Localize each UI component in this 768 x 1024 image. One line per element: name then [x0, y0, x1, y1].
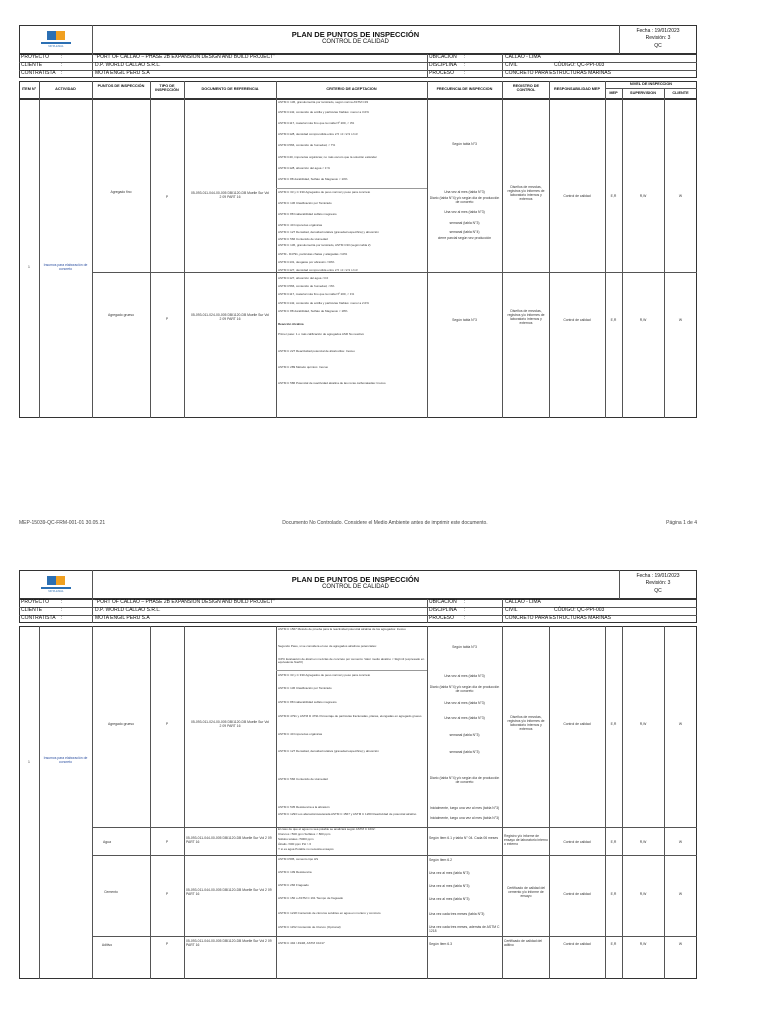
contratista-colon: :	[61, 70, 63, 76]
responsabilidad: Control de calidad	[563, 722, 591, 726]
nivel-mep: E,R	[610, 892, 617, 896]
disciplina-label: DISCIPLINA	[429, 607, 457, 613]
col-responsabilidad: RESPONSABILIDAD MEP	[554, 87, 600, 91]
contratista-value: MOTA ENGIL PERU S.A	[95, 615, 150, 621]
footer-page: Página 1 de 4	[666, 520, 697, 526]
frecuencia-1: Una vez al mes (tabla N°3)	[444, 190, 485, 194]
punto-inspeccion: Agregado grueso	[107, 722, 134, 726]
criterio-0: ASTM C 136, granulometría por tamizado, ASTM C33 (según tabla 2)	[278, 243, 371, 247]
frecuencia-8: Inicialmente, luego una vez al mes (tabla N°3)	[429, 806, 500, 810]
col-frecuencia: FRECUENCIA DE INSPECCION	[436, 87, 493, 91]
criterio-1: ASTM C 109 Resistencia	[278, 870, 312, 874]
revision: Revisión: 3	[645, 35, 671, 41]
proyecto-colon: :	[61, 54, 63, 60]
frecuencia-5: semanal (tabla N°4)	[449, 230, 480, 234]
criterio-2: ASTM C131, desgaste por abrasión <30%	[278, 260, 335, 264]
nivel-mep: E,R	[610, 318, 617, 322]
fecha: Fecha : 19/01/2023	[636, 28, 680, 34]
punto-inspeccion: Agregado grueso	[107, 313, 134, 317]
page-1	[19, 25, 697, 445]
criterio-3: Álcalis <600 ppm PH > 6	[278, 842, 312, 846]
criterio-5: ASTM C 1152 Contenido de Cloruro (Opcional)	[278, 925, 341, 929]
col-tipo: TIPO DE INSPECCIÓN	[155, 84, 179, 93]
criterio-10: Primer paso: 1 o más calificación de agregados ASR No reactivo	[278, 332, 365, 336]
criterio-9: ASTM C 566 Contenido de Humedad	[278, 777, 328, 781]
criterio-8: ASTM C 127 Densidad, densidad relativa (gravedad específica) y absorción	[278, 749, 379, 753]
nivel-supervision: R,W	[639, 722, 647, 726]
codigo: CÓDIGO: QC-PPI-003	[554, 607, 605, 613]
frecuencia-0: Según Item 6.1 y tabla N° 04. Cada 06 meses	[429, 836, 499, 840]
responsabilidad: Control de calidad	[563, 194, 591, 198]
criterio-13: ASTM C 566 Contenido de Humedad	[278, 237, 328, 241]
nivel-supervision: R,W	[639, 194, 647, 198]
tipo-inspeccion: P	[165, 722, 169, 726]
item-number: 1	[28, 760, 30, 764]
criterio-8: ASTM C 33 y C 330 Agregados de peso normal y peso para concreto	[278, 190, 371, 194]
criterio-3: ASTM C128, densidad comprendida entre 2.5 <d <2.9 t /m3	[278, 132, 358, 136]
criterio-0: ASTM C 494 / 494M, ASTM C1017	[278, 941, 325, 945]
criterio-7: ASTM C142, contenido de arcilla y partículas friables: menor a 2.0%	[278, 301, 369, 305]
ubicacion-label: UBICACION	[429, 54, 457, 60]
criterio-8: ASTM C 88 durabilidad, Sulfato de Magnesio < 18%	[278, 309, 348, 313]
page-title: PLAN DE PUNTOS DE INSPECCIÓN	[291, 575, 420, 584]
proceso-label: PROCESO	[429, 70, 455, 76]
frecuencia-7: Diario (tabla N°4) y/o según día de producción de concreto	[429, 776, 500, 784]
ubicacion-colon: :	[464, 54, 466, 60]
frecuencia-1: Una vez al mes (tabla N°3)	[429, 871, 470, 875]
contratista-value: MOTA ENGIL PERU S.A	[95, 70, 150, 76]
nivel-cliente: W	[678, 892, 683, 896]
frecuencia-5: semanal (tabla N°3)	[449, 733, 480, 737]
ubicacion-colon: :	[464, 599, 466, 605]
criterio-2: ASTM C 266 Fraguado	[278, 883, 309, 887]
contratista-label: CONTRATISTA	[21, 615, 56, 621]
frecuencia-5: Una vez cada tres meses, además de ASTM C 1218	[429, 925, 500, 933]
proceso-value: CONCRETO PARA ESTRUCTURAS MARINAS	[505, 615, 611, 621]
criterio-11: ASTM C 40 Impurezas orgánicas	[278, 223, 323, 227]
responsabilidad: Control de calidad	[563, 942, 591, 946]
criterio-0: ASTM C 1567 Método de prueba para la reactividad potencial alcalina de los agregados: Inocuo	[278, 627, 406, 631]
tipo-inspeccion: P	[165, 195, 169, 199]
criterio-6: ASTM D 4791 y ASTM D 4791 Porcentaje de partículas fracturadas, planas, elongadas en agregado grueso	[278, 714, 422, 718]
proyecto-value: "PORT OF CALLAO – PHASE 2B EXPANSION DESIGN AND BUILD PROJECT"	[95, 599, 275, 605]
item-number: 1	[28, 265, 30, 269]
criterio-0: ASTM C595, cemento tipo HS	[278, 857, 319, 861]
criterio-3: ASTM C 33 y C 330 Agregados de peso normal y peso para concreto	[278, 673, 371, 677]
fecha: Fecha : 19/01/2023	[636, 573, 680, 579]
footer-left: MEP-15039-QC-FRM-001-01 30.05.21	[19, 520, 106, 526]
disciplina-colon: :	[464, 62, 466, 68]
criterio-5: ASTM C566, contenido de humedad, <3%	[278, 284, 335, 288]
criterio-12: ASTM C 127 Densidad, densidad relativa (gravedad específica) y absorción	[278, 230, 379, 234]
proceso-value: CONCRETO PARA ESTRUCTURAS MARINAS	[505, 70, 611, 76]
logo-text: MOTA-ENGIL	[48, 45, 64, 48]
cliente-colon: :	[61, 607, 63, 613]
tipo-inspeccion: P	[165, 317, 169, 321]
registro-control: Diseños de mezclas, registros y/o informes de laboratorio internos y externos	[507, 715, 545, 731]
tipo-inspeccion: P	[165, 892, 169, 896]
documento-referencia: 05-093-011-044-00-005 DBI1120-DB Muelle Sur Vol 2 09 PART 16	[186, 836, 272, 844]
contratista-label: CONTRATISTA	[21, 70, 56, 76]
documento-referencia: 05-093-011-024-00-005 DBI1120-DB Muelle Sur Vol 2 09 PART 16	[190, 313, 270, 321]
criterio-3: ASTM C 150 o ASTM C 191 Tiempo de fraguado	[278, 896, 344, 900]
disciplina-value: CIVIL	[505, 607, 518, 613]
footer-center: Documento No Controlado. Considere el Medio Ambiente antes de imprimir este documento.	[282, 520, 488, 526]
nivel-supervision: R,W	[639, 318, 647, 322]
criterio-5: ASTM C40, impurezas orgánicas; no más oscuro que la solución estándar	[278, 155, 377, 159]
criterio-2: ASTM C117, material más fino que la malla Nº 200, < 3%	[278, 121, 355, 125]
col-documento: DOCUMENTO DE REFERENCIA	[201, 87, 259, 91]
col-supervision: SUPERVISION	[630, 91, 656, 95]
qc-label: QC	[654, 43, 662, 49]
criterio-10: ASTM C 535 Resistencia a la abrasión	[278, 805, 330, 809]
frecuencia-2: Una vez al mes (tabla N°3)	[429, 884, 470, 888]
cliente-value: D.P. WORLD CALLAO S.R.L.	[95, 607, 161, 613]
nivel-cliente: W	[678, 194, 683, 198]
punto-inspeccion: Agua	[103, 840, 111, 844]
frecuencia-0: Según tabla N°3	[452, 318, 477, 322]
criterio-7: ASTM C 40 Impurezas orgánicas	[278, 732, 323, 736]
nivel-cliente: W	[678, 722, 683, 726]
actividad-name: Insumos para elaboración de concreto	[43, 263, 88, 271]
frecuencia-0: Según tabla N°3	[452, 645, 477, 649]
responsabilidad: Control de calidad	[563, 318, 591, 322]
nivel-mep: E,R	[610, 942, 617, 946]
criterio-9: ASTM C 136 Clasificación por Tamizado	[278, 201, 332, 205]
registro-control: Registro y/o informe de ensayo de laboratorio interno o externo	[504, 834, 548, 846]
criterio-10: ASTM C 88 Inalterabilidad sulfato magnesio	[278, 212, 337, 216]
documento-referencia: 05-093-011-044-00-005 DBI1120-DB Muelle Sur Vol 2 09 PART 16	[186, 939, 272, 947]
criterio-4: ASTM C127, absorción del agua <3.0	[278, 276, 329, 280]
nivel-cliente: W	[678, 840, 683, 844]
nivel-mep: E,R	[610, 840, 617, 844]
documento-referencia: 05-093-011-044-00-005 DBI1120-DB Muelle Sur Vol 2 09 PART 16	[190, 191, 270, 199]
frecuencia-4: Una vez cada tres meses (tabla N°3)	[429, 912, 485, 916]
criterio-9: Reacción Alcalina	[278, 322, 304, 326]
proyecto-colon: :	[61, 599, 63, 605]
frecuencia-0: Según Item 6.3	[429, 942, 452, 946]
nivel-cliente: W	[678, 942, 683, 946]
frecuencia-2: Diario (tabla N°4) y/o según día de producción de concreto	[429, 685, 500, 693]
punto-inspeccion: Agregado fino	[110, 190, 132, 194]
col-nivel: NIVEL DE INSPECCION	[629, 82, 673, 86]
registro-control: Certificado de calidad del aditivo	[504, 939, 543, 947]
criterio-6: ASTM C117, material más fino que la malla Nº 200, < 1%	[278, 292, 355, 296]
registro-control: Diseños de mezclas, registros y/o informes de laboratorio internos y externos	[507, 185, 545, 201]
registro-control: Certificado de calidad del cemento y/o informe de ensayo	[506, 886, 546, 898]
frecuencia-9: Inicialmente, luego una vez al mes (tabla N°3)	[429, 816, 500, 820]
col-actividad: ACTIVIDAD	[55, 87, 76, 91]
criterio-0: El caso de que el agua no sea potable se analizará según ASTM C 1602:	[278, 827, 376, 831]
page-2	[19, 570, 697, 980]
page-title: PLAN DE PUNTOS DE INSPECCIÓN	[291, 30, 420, 39]
frecuencia-3: Una vez al mes (tabla N°3)	[429, 897, 470, 901]
criterio-11: ASTM C 227 Reactividad potencial de álcali-sílice: Inocuo	[278, 349, 355, 353]
responsabilidad: Control de calidad	[563, 892, 591, 896]
frecuencia-6: semanal (tabla N°3)	[449, 750, 480, 754]
nivel-supervision: R,W	[639, 942, 647, 946]
criterio-1: Segundo Paso, si se considera el uso de agregados alcalinos potenciales:	[278, 644, 377, 648]
tipo-inspeccion: P	[165, 942, 169, 946]
tipo-inspeccion: P	[165, 840, 169, 844]
documento-referencia: 05-093-011-044-00-005 DBI1120-DB Muelle Sur Vol 2 09 PART 16	[186, 888, 272, 896]
criterio-1: Cloruros <500 ppm Sulfatos < 800 ppm	[278, 832, 331, 836]
frecuencia-4: semanal (tabla N°3)	[449, 221, 480, 225]
responsabilidad: Control de calidad	[563, 840, 591, 844]
proceso-colon: :	[464, 70, 466, 76]
criterio-5: ASTM C 88 Inalterabilidad sulfato magnesio	[278, 700, 337, 704]
ubicacion-label: UBICACION	[429, 599, 457, 605]
frecuencia-0: Según Item 6.2	[429, 858, 452, 862]
criterio-12: ASTM C 289 Método químico: Inocuo	[278, 365, 329, 369]
col-registro: REGISTRO DE CONTROL	[512, 84, 540, 93]
disciplina-value: CIVIL	[505, 62, 518, 68]
proyecto-label: PROYECTO	[21, 599, 49, 605]
criterio-1: ASTM - D4791, partículas chatas y alargadas <10%	[278, 252, 348, 256]
col-cliente: CLIENTE	[672, 91, 689, 95]
frecuencia-6: cierre parcial según vez producción	[437, 236, 492, 240]
cliente-label: CLIENTE	[21, 62, 43, 68]
cliente-label: CLIENTE	[21, 607, 43, 613]
criterio-2: Sólidos totales <5000 ppm	[278, 837, 314, 841]
page-subtitle: CONTROL DE CALIDAD	[322, 39, 389, 45]
nivel-supervision: R,W	[639, 840, 647, 844]
punto-inspeccion: Cemento	[104, 890, 118, 894]
nivel-supervision: R,W	[639, 892, 647, 896]
proyecto-value: "PORT OF CALLAO – PHASE 2B EXPANSION DESIGN AND BUILD PROJECT"	[95, 54, 275, 60]
criterio-13: ASTM C 586 Potencial de reactividad alcalina de las rocas carbonatadas: Inocuo	[278, 381, 386, 385]
proceso-label: PROCESO	[429, 615, 455, 621]
proceso-colon: :	[464, 615, 466, 621]
col-item: ITEM N°	[21, 87, 37, 91]
ubicacion-value: CALLAO - LIMA	[505, 54, 541, 60]
frecuencia-1: Una vez al mes (tabla N°3)	[444, 674, 485, 678]
frecuencia-0: Según tabla N°3	[452, 142, 477, 146]
frecuencia-2: Diario (tabla N°4) y/o según día de producción de concreto	[429, 196, 500, 204]
frecuencia-4: Una vez al mes (tabla N°3)	[444, 716, 485, 720]
documento-referencia: 05-093-011-024-00-005 DBI1120-DB Muelle Sur Vol 2 09 PART 16	[190, 720, 270, 728]
ubicacion-value: CALLAO - LIMA	[505, 599, 541, 605]
contratista-colon: :	[61, 615, 63, 621]
punto-inspeccion: Aditivo	[101, 943, 113, 947]
criterio-4: ASTM C 136 Clasificación por Tamizado	[278, 686, 332, 690]
cliente-value: D.P. WORLD CALLAO S.R.L.	[95, 62, 161, 68]
disciplina-colon: :	[464, 607, 466, 613]
qc-label: QC	[654, 588, 662, 594]
col-criterio: CRITERIO DE ACEPTACION	[326, 87, 377, 91]
criterio-4: ASTM C 1218 Contenido de cloruros solubles en agua en mortero y concreto	[278, 911, 381, 915]
frecuencia-3: Una vez al mes (tabla N°3)	[444, 701, 485, 705]
company-logo	[41, 576, 71, 593]
col-mep: MEP	[609, 91, 618, 95]
criterio-2: ICPC Evaluación de álcali en mezclas de concreto por cemento: Valor medio alcalino < 3kg/m3 (expresado en equivalente Na2O)	[278, 657, 425, 665]
criterio-6: ASTM C128, absorción del agua < 3 %	[278, 166, 330, 170]
page-subtitle: CONTROL DE CALIDAD	[322, 584, 389, 590]
nivel-mep: E,R	[610, 722, 617, 726]
disciplina-label: DISCIPLINA	[429, 62, 457, 68]
cliente-colon: :	[61, 62, 63, 68]
col-puntos: PUNTOS DE INSPECCIÓN	[97, 84, 145, 88]
revision: Revisión: 3	[645, 580, 671, 586]
nivel-cliente: W	[678, 318, 683, 322]
criterio-3: ASTM C127, densidad comprendida entre 2.5 <d <2.9 t /m3	[278, 268, 358, 272]
nivel-mep: E,R	[610, 194, 617, 198]
actividad-name: Insumos para elaboración de concreto	[43, 756, 88, 764]
company-logo	[41, 31, 71, 48]
criterio-1: ASTM C142, contenido de arcilla y partículas friables: menor a 3.0%	[278, 110, 369, 114]
logo-text: MOTA-ENGIL	[48, 590, 64, 593]
proyecto-label: PROYECTO	[21, 54, 49, 60]
criterio-4: Y si es agua Potable no necesita ensayos	[278, 847, 334, 851]
criterio-11: ASTM C 1293 Los alteración/acelerada ASTM C 1567 y ASTM C 1260 Reactividad de potencial alcalino	[278, 812, 417, 816]
criterio-7: ASTM C 88 durabilidad, Sulfato de Magnesio < 10%	[278, 177, 348, 181]
registro-control: Diseños de mezclas, registros y/o informes de laboratorio internos y externos	[507, 309, 545, 325]
frecuencia-3: Una vez al mes (tabla N°3)	[444, 210, 485, 214]
codigo: CÓDIGO: QC-PPI-003	[554, 62, 605, 68]
criterio-0: ASTM C 136, granulometría por tamizado, según norma ASTM C33	[278, 100, 369, 104]
criterio-4: ASTM C566, contenido de humedad, < 7%	[278, 143, 336, 147]
